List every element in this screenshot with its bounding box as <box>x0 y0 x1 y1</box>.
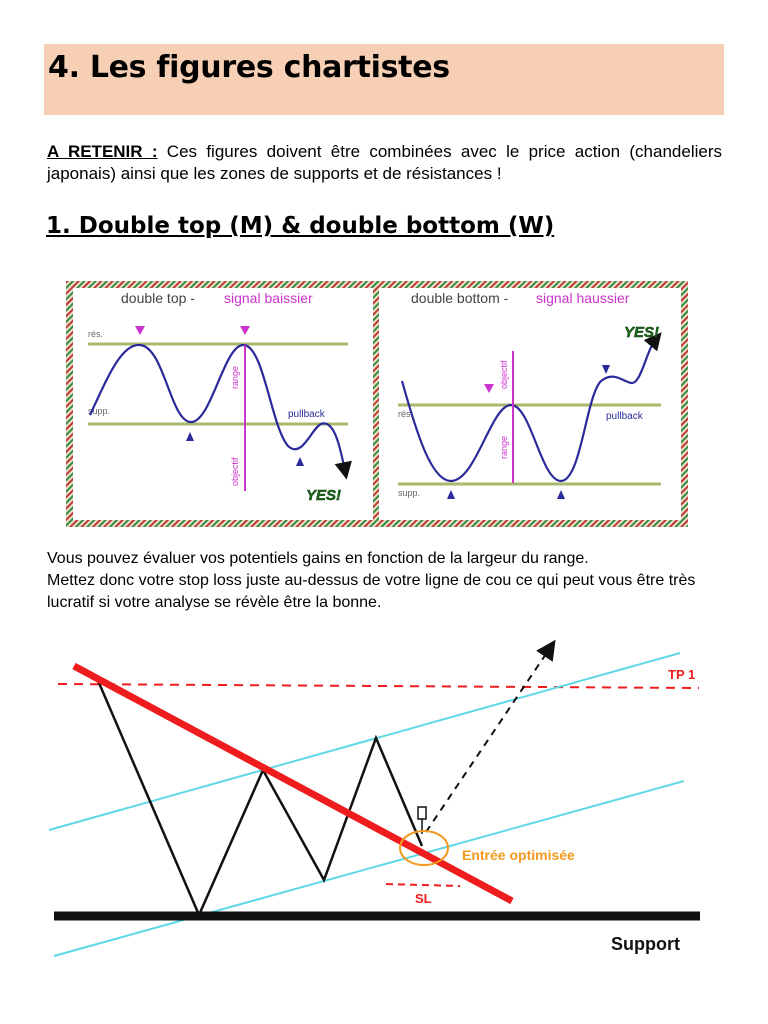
supp-label-right: supp. <box>398 488 421 498</box>
paragraph-line-1: Vous pouvez évaluer vos potentiels gains en fonction de la largeur du range. <box>47 550 589 567</box>
sl-dashed-line <box>386 884 460 886</box>
range-label-right: range <box>499 435 509 459</box>
yes-label: YES! <box>306 487 342 504</box>
retenir-text: Ces figures doivent être combinées avec le price action (chandeliers japonais) ainsi que les zones de supports et de résistances ! <box>47 142 722 183</box>
support-label: Support <box>611 934 680 954</box>
m-pattern-diagram <box>44 636 724 966</box>
paragraph-line-2: Mettez donc votre stop loss juste au-dessus de votre ligne de cou ce qui peut vous être très lucratif si votre analyse se révèle être la bonne. <box>47 572 696 611</box>
double-bottom-title-signal: signal haussier <box>536 290 630 306</box>
tp-dashed-line <box>58 684 699 688</box>
res-label: rés. <box>88 329 104 339</box>
sl-label: SL <box>415 891 432 906</box>
range-label: range <box>230 365 240 389</box>
pullback-label-right: pullback <box>606 411 643 422</box>
upper-channel-line <box>49 653 680 830</box>
retenir-note <box>47 141 722 185</box>
pullback-label: pullback <box>288 409 325 420</box>
double-bottom-title-prefix: double bottom - <box>411 290 509 306</box>
objectif-label: objectif <box>230 457 240 486</box>
title-band <box>44 44 724 115</box>
entry-candle-body <box>418 807 426 819</box>
double-top-title-signal: signal baissier <box>224 290 313 306</box>
double-top-title-prefix: double top - <box>121 290 195 306</box>
section-title: 1. Double top (M) & double bottom (W) <box>46 213 555 239</box>
lower-channel-line <box>54 781 684 956</box>
m-price-path <box>96 676 422 915</box>
page-title: 4. Les figures chartistes <box>48 50 450 85</box>
supp-label: supp. <box>88 406 111 416</box>
neckline-trendline <box>74 666 512 901</box>
retenir-label: A RETENIR : <box>47 142 158 161</box>
objectif-label-right: objectif <box>499 360 509 389</box>
breakout-arrow <box>426 648 550 832</box>
res-label-right: rés. <box>398 409 414 419</box>
explanation-paragraph <box>47 548 727 614</box>
left-panel <box>73 288 373 520</box>
tp-label: TP 1 <box>668 667 696 682</box>
yes-label-right: YES! <box>624 324 660 341</box>
double-top-bottom-figure <box>66 281 688 527</box>
entree-label: Entrée optimisée <box>462 847 575 863</box>
